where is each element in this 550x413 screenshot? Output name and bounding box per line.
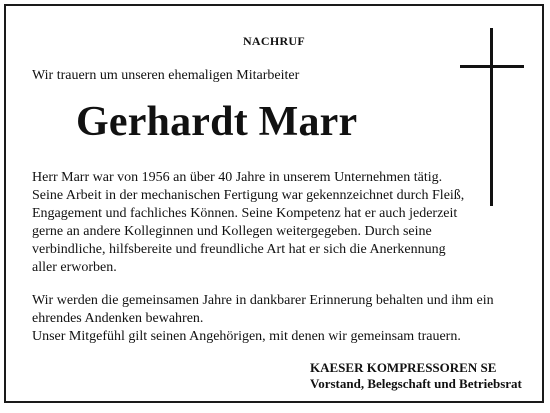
closing-line: ehrendes Andenken bewahren.	[32, 311, 204, 326]
tribute-line: Engagement und fachliches Können. Seine Kompetenz hat er auch jederzeit	[32, 206, 458, 221]
closing-line: Wir werden die gemeinsamen Jahre in dankbarer Erinnerung behalten und ihm ein	[32, 293, 494, 308]
closing-paragraph	[32, 292, 522, 346]
deceased-name: Gerhardt Marr	[76, 99, 358, 145]
company-name: KAESER KOMPRESSOREN SE	[310, 360, 497, 375]
tribute-paragraph	[32, 169, 502, 277]
intro-line: Wir trauern um unseren ehemaligen Mitarbeiter	[32, 68, 300, 83]
closing-line: Unser Mitgefühl gilt seinen Angehörigen, mit denen wir gemeinsam trauern.	[32, 329, 461, 344]
tribute-line: Seine Arbeit in der mechanischen Fertigung war gekennzeichnet durch Fleiß,	[32, 188, 465, 203]
cross-horizontal-bar	[460, 65, 524, 68]
obituary-notice	[4, 4, 544, 403]
tribute-line: aller erworben.	[32, 260, 117, 275]
tribute-line: verbindliche, hilfsbereite und freundliche Art hat er sich die Anerkennung	[32, 242, 446, 257]
tribute-line: gerne an andere Kolleginnen und Kollegen weitergegeben. Durch seine	[32, 224, 432, 239]
signers-line: Vorstand, Belegschaft und Betriebsrat	[310, 376, 522, 391]
tribute-line: Herr Marr war von 1956 an über 40 Jahre in unserem Unternehmen tätig.	[32, 170, 443, 185]
notice-heading: NACHRUF	[242, 34, 306, 48]
signature-block	[310, 360, 522, 392]
